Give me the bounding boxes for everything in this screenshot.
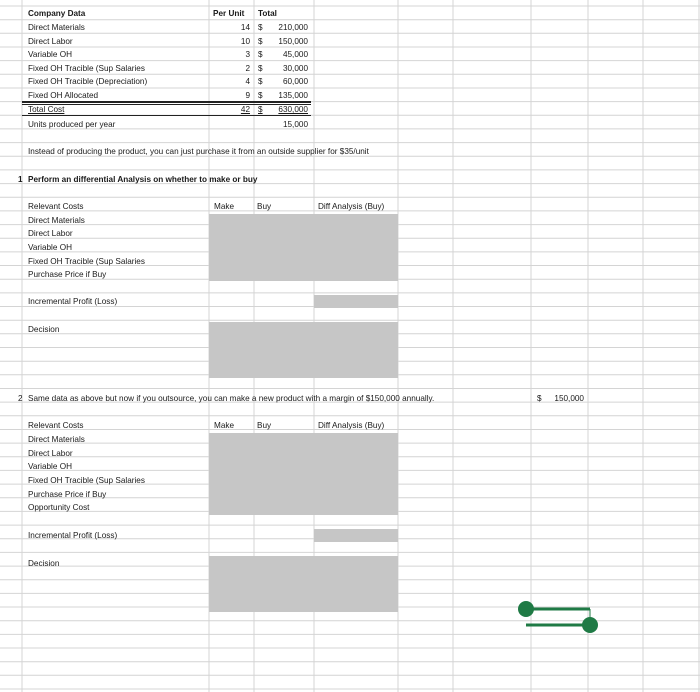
row-label-total-cost[interactable]: Total Cost <box>28 105 65 114</box>
q2-make-header[interactable]: Make <box>214 421 235 430</box>
row-label-fixed-oh-depreciation[interactable]: Fixed OH Tracible (Depreciation) <box>28 77 148 86</box>
q2-decision-label[interactable]: Decision <box>28 559 60 568</box>
q2-number[interactable]: 2 <box>18 394 23 403</box>
q1-item-variable-oh[interactable]: Variable OH <box>28 243 72 252</box>
q2-relevant-costs-label[interactable]: Relevant Costs <box>28 421 84 430</box>
q1-relevant-costs-label[interactable]: Relevant Costs <box>28 202 84 211</box>
q2-margin-dollar: $ <box>537 394 542 403</box>
total-variable-oh[interactable]: 45,000 <box>282 50 308 59</box>
per-unit-variable-oh[interactable]: 3 <box>245 50 250 59</box>
total-direct-materials[interactable]: 210,000 <box>278 23 308 32</box>
dollar-sign: $ <box>258 50 263 59</box>
selection-handles[interactable] <box>512 598 602 638</box>
q1-item-fixed-oh-sup-salaries[interactable]: Fixed OH Tracible (Sup Salaries <box>28 257 145 266</box>
row-label-direct-labor[interactable]: Direct Labor <box>28 37 73 46</box>
total-fixed-oh-depreciation[interactable]: 60,000 <box>282 77 308 86</box>
total-fixed-oh-allocated[interactable]: 135,000 <box>278 91 308 100</box>
q1-decision-label[interactable]: Decision <box>28 325 60 334</box>
q2-incremental-input[interactable] <box>314 529 398 542</box>
start-handle-icon[interactable] <box>518 601 534 617</box>
total-direct-labor[interactable]: 150,000 <box>278 37 308 46</box>
per-unit-total-cost[interactable]: 42 <box>240 105 250 114</box>
q2-item-purchase-price[interactable]: Purchase Price if Buy <box>28 490 107 499</box>
per-unit-fixed-oh-depreciation[interactable]: 4 <box>245 77 250 86</box>
total-double-underline-top <box>22 101 311 103</box>
total-fixed-oh-sup-salaries[interactable]: 30,000 <box>282 64 308 73</box>
q2-margin-value[interactable]: 150,000 <box>554 394 584 403</box>
q2-buy-header[interactable]: Buy <box>257 421 272 430</box>
end-handle-icon[interactable] <box>582 617 598 633</box>
units-produced-value[interactable]: 15,000 <box>282 120 308 129</box>
q1-item-direct-materials[interactable]: Direct Materials <box>28 216 85 225</box>
row-label-variable-oh[interactable]: Variable OH <box>28 50 72 59</box>
q2-answer-input-area[interactable] <box>209 433 398 515</box>
units-produced-label[interactable]: Units produced per year <box>28 120 116 129</box>
per-unit-direct-labor[interactable]: 10 <box>240 37 250 46</box>
total-total-cost[interactable]: 630,000 <box>278 105 308 114</box>
q1-number[interactable]: 1 <box>18 175 23 184</box>
company-data-header: Company Data <box>28 9 86 18</box>
row-label-fixed-oh-allocated[interactable]: Fixed OH Allocated <box>28 91 99 100</box>
q2-incremental-profit-label[interactable]: Incremental Profit (Loss) <box>28 531 118 540</box>
q1-diff-header[interactable]: Diff Analysis (Buy) <box>318 202 385 211</box>
q2-title[interactable]: Same data as above but now if you outsource, you can make a new product with a margin of $150,000 annually. <box>28 394 435 403</box>
q1-item-purchase-price[interactable]: Purchase Price if Buy <box>28 270 107 279</box>
q2-item-opportunity-cost[interactable]: Opportunity Cost <box>28 503 90 512</box>
q2-item-variable-oh[interactable]: Variable OH <box>28 462 72 471</box>
q2-item-direct-materials[interactable]: Direct Materials <box>28 435 85 444</box>
per-unit-fixed-oh-sup-salaries[interactable]: 2 <box>245 64 250 73</box>
q2-decision-input[interactable] <box>209 556 398 612</box>
row-label-direct-materials[interactable]: Direct Materials <box>28 23 85 32</box>
q1-incremental-input[interactable] <box>314 295 398 308</box>
q1-make-header[interactable]: Make <box>214 202 235 211</box>
per-unit-direct-materials[interactable]: 14 <box>240 23 250 32</box>
per-unit-header: Per Unit <box>213 9 245 18</box>
total-header: Total <box>258 9 277 18</box>
q1-buy-header[interactable]: Buy <box>257 202 272 211</box>
instruction-text[interactable]: Instead of producing the product, you can just purchase it from an outside supplier for $35/unit <box>28 147 369 156</box>
q2-item-fixed-oh-sup-salaries[interactable]: Fixed OH Tracible (Sup Salaries <box>28 476 145 485</box>
q1-decision-input[interactable] <box>209 322 398 378</box>
q2-item-direct-labor[interactable]: Direct Labor <box>28 449 73 458</box>
q1-answer-input-area[interactable] <box>209 214 398 281</box>
q1-title[interactable]: Perform an differential Analysis on whether to make or buy <box>28 175 258 184</box>
dollar-sign: $ <box>258 37 263 46</box>
per-unit-fixed-oh-allocated[interactable]: 9 <box>245 91 250 100</box>
dollar-sign: $ <box>258 64 263 73</box>
q2-diff-header[interactable]: Diff Analysis (Buy) <box>318 421 385 430</box>
row-label-fixed-oh-sup-salaries[interactable]: Fixed OH Tracible (Sup Salaries <box>28 64 145 73</box>
dollar-sign: $ <box>258 77 263 86</box>
total-underline <box>22 115 311 116</box>
q1-item-direct-labor[interactable]: Direct Labor <box>28 229 73 238</box>
dollar-sign: $ <box>258 105 263 114</box>
dollar-sign: $ <box>258 23 263 32</box>
q1-incremental-profit-label[interactable]: Incremental Profit (Loss) <box>28 297 118 306</box>
dollar-sign: $ <box>258 91 263 100</box>
